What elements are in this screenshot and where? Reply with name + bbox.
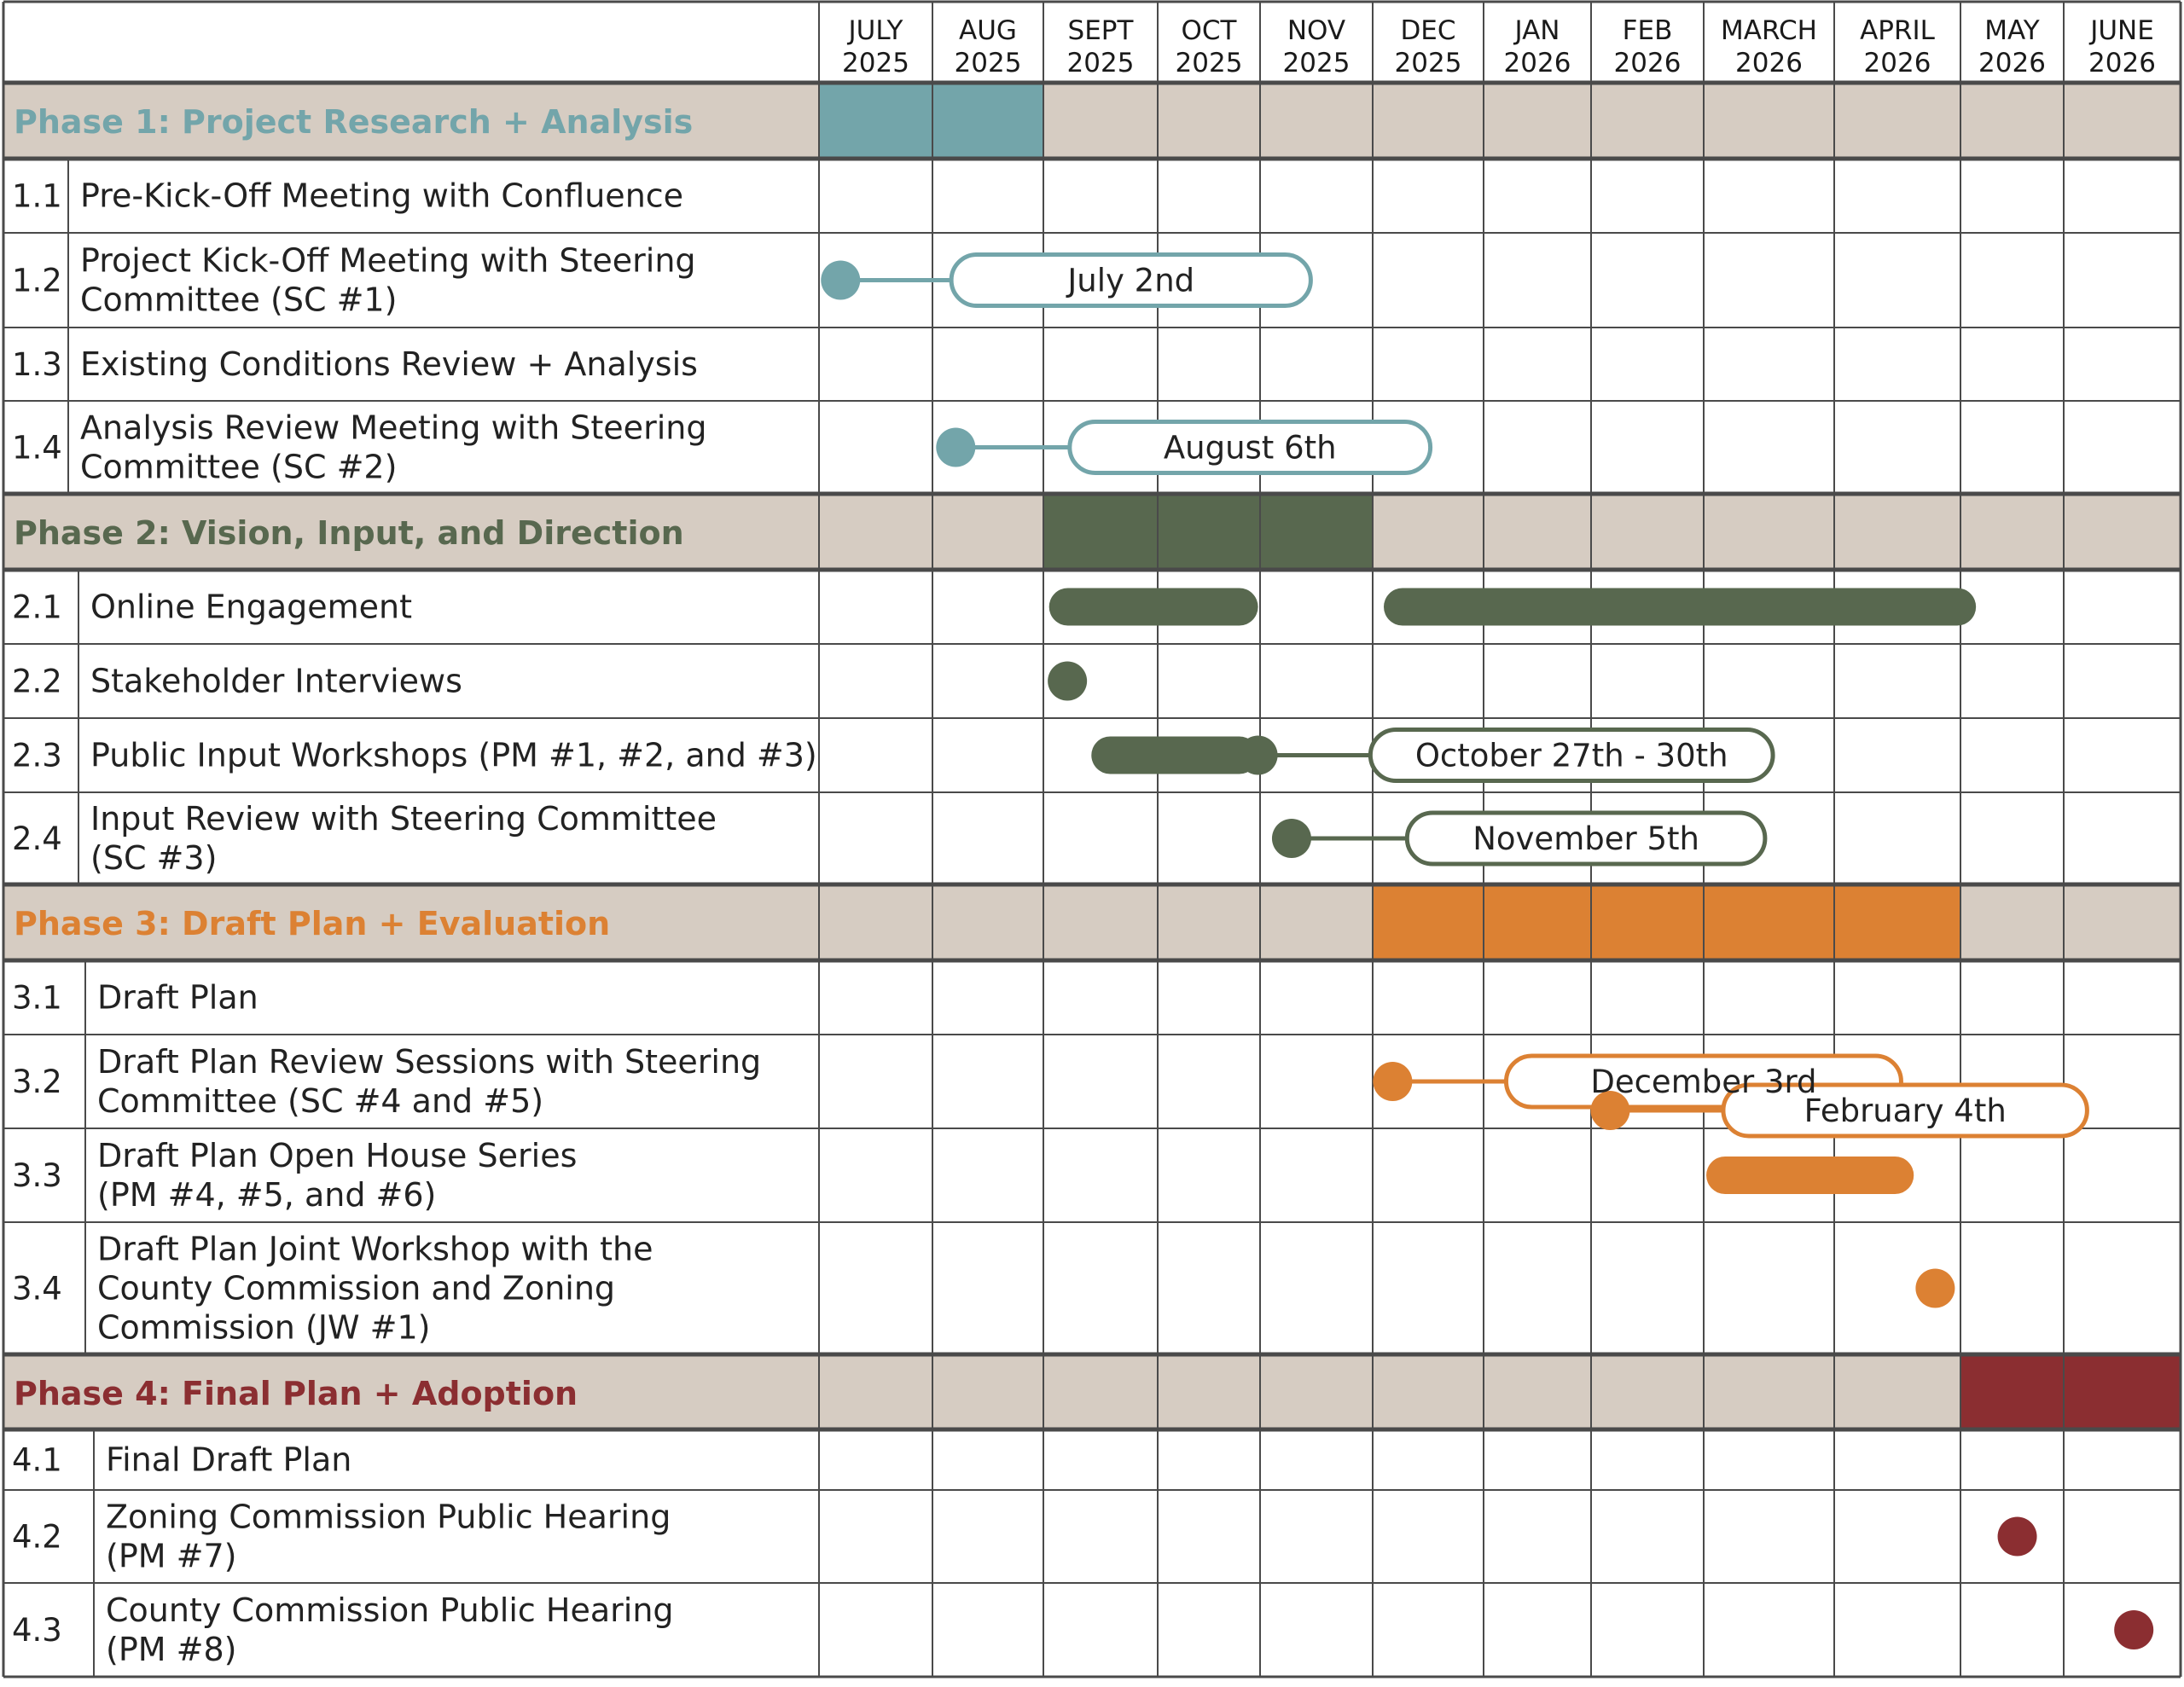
- task-name: (PM #7): [106, 1537, 237, 1575]
- task-duration-bar: [1049, 588, 1258, 626]
- phase-span-bar: [1373, 884, 1960, 960]
- milestone-dot: [2114, 1610, 2153, 1649]
- month-label: SEPT: [1067, 15, 1134, 46]
- task-duration-bar: [1091, 737, 1258, 774]
- month-label: OCT: [1181, 15, 1237, 46]
- task-name: County Commission and Zoning: [97, 1269, 616, 1307]
- task-name: Committee (SC #2): [80, 448, 398, 486]
- task-duration-bar: [1384, 588, 1976, 626]
- milestone-dot: [1915, 1269, 1955, 1308]
- phase-title: Phase 2: Vision, Input, and Direction: [14, 514, 684, 552]
- task-name: Final Draft Plan: [106, 1441, 352, 1479]
- month-label: FEB: [1622, 15, 1673, 46]
- phase-title: Phase 4: Final Plan + Adoption: [14, 1375, 578, 1412]
- month-year-label: 2026: [1978, 48, 2046, 78]
- task-name: (SC #3): [90, 839, 218, 877]
- task-number: 3.3: [12, 1157, 62, 1194]
- task-name: Zoning Commission Public Hearing: [106, 1498, 671, 1536]
- task-name: (PM #8): [106, 1631, 237, 1668]
- task-number: 3.2: [12, 1064, 62, 1100]
- task-name: Input Review with Steering Committee: [90, 800, 717, 838]
- task-name: Analysis Review Meeting with Steering: [80, 409, 707, 447]
- task-number: 1.1: [12, 177, 62, 215]
- month-year-label: 2025: [1066, 48, 1135, 78]
- phase-span-bar: [1043, 494, 1373, 570]
- month-year-label: 2025: [1282, 48, 1350, 78]
- task-number: 2.1: [12, 588, 62, 626]
- month-label: JUNE: [2090, 15, 2154, 46]
- task-name: Project Kick-Off Meeting with Steering: [80, 241, 696, 280]
- month-year-label: 2026: [2088, 48, 2156, 78]
- month-label: NOV: [1287, 15, 1346, 46]
- task-number: 1.2: [12, 262, 62, 299]
- task-name: Pre-Kick-Off Meeting with Confluence: [80, 177, 684, 215]
- callout-label: December 3rd: [1590, 1064, 1817, 1100]
- task-name: Commission (JW #1): [97, 1308, 431, 1347]
- month-year-label: 2026: [1863, 48, 1931, 78]
- month-label: MARCH: [1721, 15, 1817, 46]
- milestone-dot: [1272, 819, 1311, 858]
- task-name: Committee (SC #4 and #5): [97, 1082, 544, 1120]
- milestone-dot: [821, 261, 860, 300]
- task-number: 3.4: [12, 1270, 62, 1307]
- milestone-dot: [1239, 736, 1278, 775]
- callout-label: August 6th: [1163, 429, 1337, 467]
- callout-label: February 4th: [1804, 1093, 2007, 1129]
- milestone-dot: [936, 428, 975, 467]
- month-year-label: 2025: [842, 48, 909, 78]
- task-number: 3.1: [12, 979, 62, 1017]
- task-name: Draft Plan Open House Series: [97, 1137, 578, 1174]
- task-number: 2.2: [12, 663, 62, 700]
- month-year-label: 2026: [1735, 48, 1803, 78]
- task-name: Public Input Workshops (PM #1, #2, and #3): [90, 736, 817, 774]
- month-year-label: 2026: [1613, 48, 1682, 78]
- task-number: 2.3: [12, 737, 62, 774]
- task-name: Stakeholder Interviews: [90, 662, 462, 700]
- month-year-label: 2026: [1503, 48, 1571, 78]
- callout-label: July 2nd: [1067, 262, 1195, 299]
- month-label: JAN: [1514, 15, 1560, 46]
- callout-label: November 5th: [1472, 820, 1699, 857]
- month-year-label: 2025: [1394, 48, 1462, 78]
- task-number: 4.1: [12, 1441, 62, 1479]
- month-label: DEC: [1400, 15, 1456, 46]
- task-name: Online Engagement: [90, 588, 413, 626]
- task-number: 2.4: [12, 820, 62, 857]
- phase-title: Phase 1: Project Research + Analysis: [14, 103, 694, 141]
- task-name: Committee (SC #1): [80, 281, 398, 319]
- task-duration-bar: [1706, 1157, 1914, 1194]
- phase-span-bar: [819, 83, 1043, 159]
- month-label: MAY: [1984, 15, 2040, 46]
- milestone-dot: [1998, 1517, 2037, 1557]
- callout-label: October 27th - 30th: [1414, 737, 1728, 774]
- task-name: County Commission Public Hearing: [106, 1591, 674, 1629]
- task-name: Draft Plan Review Sessions with Steering: [97, 1043, 762, 1081]
- milestone-dot: [1373, 1062, 1412, 1101]
- task-number: 4.2: [12, 1518, 62, 1556]
- phase-span-bar: [1960, 1354, 2181, 1429]
- task-name: Draft Plan: [97, 978, 258, 1017]
- task-name: Draft Plan Joint Workshop with the: [97, 1230, 653, 1268]
- milestone-dot: [1048, 662, 1087, 701]
- month-year-label: 2025: [1175, 48, 1243, 78]
- phase-title: Phase 3: Draft Plan + Evaluation: [14, 905, 611, 942]
- task-name: Existing Conditions Review + Analysis: [80, 345, 698, 383]
- month-label: JULY: [848, 15, 903, 46]
- month-label: AUG: [959, 15, 1017, 46]
- month-year-label: 2025: [954, 48, 1022, 78]
- task-number: 1.4: [12, 429, 62, 467]
- task-number: 4.3: [12, 1612, 62, 1649]
- month-label: APRIL: [1860, 15, 1935, 46]
- task-number: 1.3: [12, 346, 62, 383]
- task-name: (PM #4, #5, and #6): [97, 1176, 437, 1214]
